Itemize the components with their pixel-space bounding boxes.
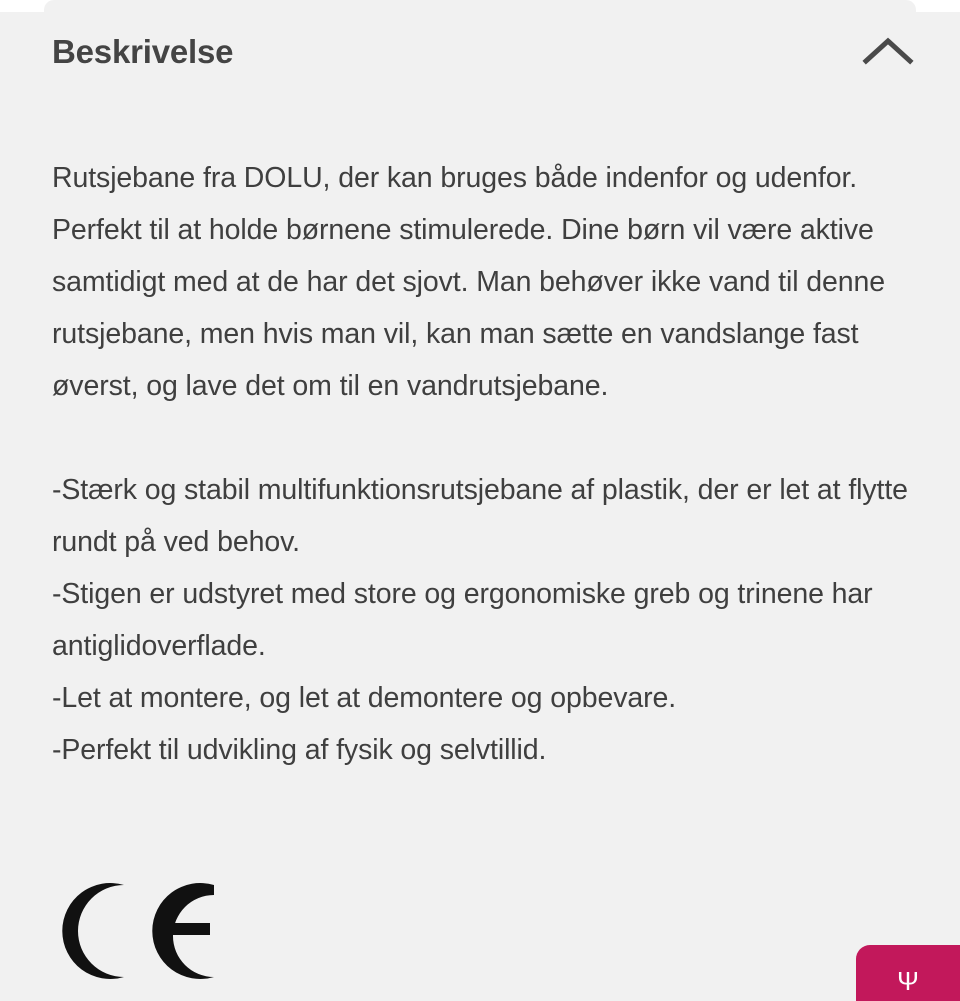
feature-bullet-list — [52, 464, 918, 776]
chat-widget-button[interactable] — [856, 945, 960, 1001]
card-rounded-top — [44, 0, 916, 12]
list-item: -Stærk og stabil multifunktionsrutsjebane af plastik, der er let at flytte rundt på ved behov. — [52, 474, 908, 558]
chat-icon: Ψ — [897, 966, 919, 996]
page-top-strip — [0, 0, 960, 12]
list-item: -Let at montere, og let at demontere og opbevare. — [52, 682, 677, 714]
section-header[interactable] — [0, 20, 960, 82]
page-title: Beskrivelse — [52, 32, 234, 70]
list-item: -Perfekt til udvikling af fysik og selvtillid. — [52, 734, 547, 766]
description-body — [52, 152, 918, 776]
ce-mark-icon — [62, 876, 227, 986]
description-paragraph: Rutsjebane fra DOLU, der kan bruges både indenfor og udenfor. Perfekt til at holde børnene stimulerede. Dine børn vil være aktive samtidigt med at de har det sjovt. Man behøver ikke vand til denne rutsjebane, men hvis man vil, kan man sætte en vandslange fast øverst, og lave det om til en vandrutsjebane. — [52, 162, 886, 402]
chevron-up-icon[interactable] — [860, 23, 916, 79]
list-item: -Stigen er udstyret med store og ergonomiske greb og trinene har antiglidoverflade. — [52, 578, 873, 662]
